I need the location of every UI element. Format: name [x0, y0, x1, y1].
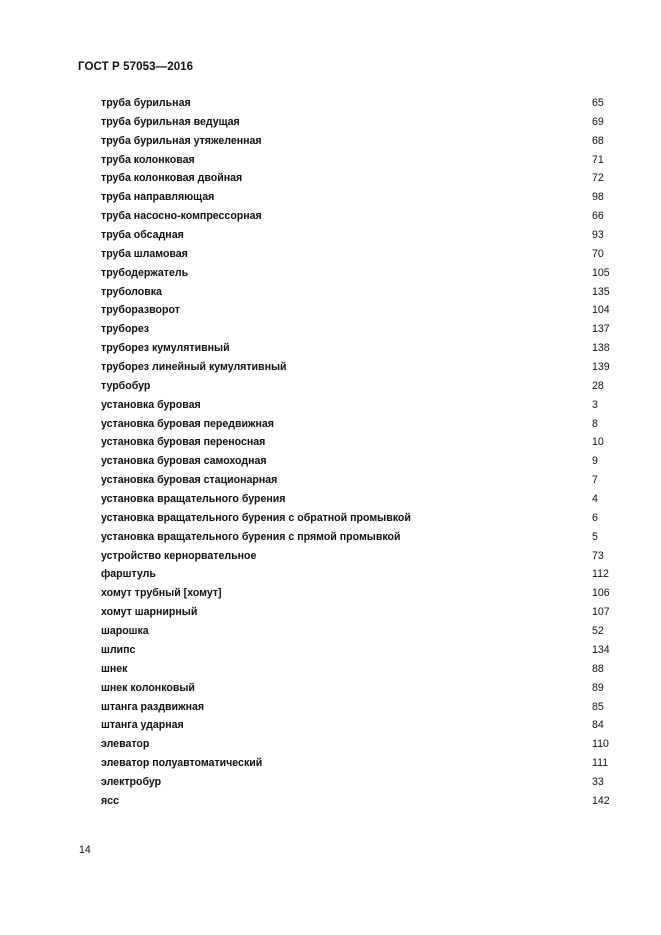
- index-page-number: 6: [592, 511, 598, 524]
- index-entry: [0, 151, 661, 170]
- index-term: труборез линейный кумулятивный: [101, 361, 287, 374]
- index-page-number: 105: [592, 266, 610, 279]
- index-entry: [0, 132, 661, 151]
- index-entry: [0, 660, 661, 679]
- index-term: труборез: [101, 323, 150, 336]
- index-page-number: 73: [592, 549, 604, 562]
- index-term: штанга ударная: [101, 719, 184, 732]
- index-term: хомут трубный [хомут]: [101, 587, 222, 600]
- index-entry: [0, 320, 661, 339]
- index-entry: [0, 735, 661, 754]
- index-page-number: 93: [592, 229, 604, 242]
- index-entry: [0, 547, 661, 566]
- index-entry: [0, 226, 661, 245]
- index-entry: [0, 792, 661, 811]
- index-term: элеватор полуавтоматический: [101, 757, 263, 770]
- index-page-number: 135: [592, 285, 610, 298]
- index-entry: [0, 698, 661, 717]
- index-page-number: 106: [592, 587, 610, 600]
- index-term: труболовка: [101, 285, 162, 298]
- index-term: труба бурильная: [101, 97, 191, 109]
- document-header: ГОСТ Р 57053—2016: [78, 61, 194, 73]
- index-term: труба шламовая: [101, 247, 188, 260]
- index-term: шнек колонковый: [101, 681, 195, 694]
- index-entry: [0, 415, 661, 434]
- index-page-number: 65: [592, 97, 604, 109]
- index-term: ясс: [101, 794, 119, 807]
- index-page-number: 111: [592, 757, 609, 770]
- index-page-number: 7: [592, 474, 598, 487]
- index-entry: [0, 169, 661, 188]
- index-entry: [0, 603, 661, 622]
- index-entry: [0, 773, 661, 792]
- index-page-number: 71: [592, 153, 604, 166]
- index-page-number: 28: [592, 379, 604, 392]
- index-term: труба направляющая: [101, 191, 215, 204]
- index-term: труборез кумулятивный: [101, 342, 230, 355]
- index-page-number: 66: [592, 210, 604, 223]
- index-entry: [0, 301, 661, 320]
- index-entry: [0, 754, 661, 773]
- index-term: установка буровая самоходная: [101, 455, 267, 468]
- index-page-number: 10: [592, 436, 604, 449]
- index-term: установка буровая переносная: [101, 436, 266, 449]
- index-entry: [0, 264, 661, 283]
- index-entry: [0, 245, 661, 264]
- index-entry: [0, 641, 661, 660]
- index-page-number: 142: [592, 794, 610, 807]
- index-entry: [0, 528, 661, 547]
- index-term: шлипс: [101, 643, 136, 656]
- index-entry: [0, 358, 661, 377]
- index-term: труба колонковая двойная: [101, 172, 243, 185]
- index-entry: [0, 471, 661, 490]
- index-page-number: 84: [592, 719, 604, 732]
- index-page-number: 107: [592, 606, 610, 619]
- index-term: фарштуль: [101, 568, 156, 581]
- term-index-list: [0, 94, 661, 811]
- index-page-number: 98: [592, 191, 604, 204]
- index-page-number: 33: [592, 775, 604, 788]
- index-page-number: 8: [592, 417, 598, 430]
- index-page-number: 68: [592, 134, 604, 147]
- index-page-number: 104: [592, 304, 610, 317]
- index-term: хомут шарнирный: [101, 606, 198, 619]
- index-term: установка буровая: [101, 398, 201, 411]
- index-page-number: 3: [592, 398, 598, 411]
- index-page-number: 52: [592, 625, 604, 638]
- index-page-number: 134: [592, 643, 610, 656]
- index-term: шарошка: [101, 625, 149, 638]
- index-entry: [0, 283, 661, 302]
- index-page-number: 137: [592, 323, 610, 336]
- index-entry: [0, 452, 661, 471]
- index-entry: [0, 207, 661, 226]
- index-term: установка буровая стационарная: [101, 474, 278, 487]
- index-entry: [0, 565, 661, 584]
- index-entry: [0, 94, 661, 113]
- index-page-number: 72: [592, 172, 604, 185]
- index-entry: [0, 339, 661, 358]
- index-entry: [0, 433, 661, 452]
- page-number: 14: [79, 844, 91, 856]
- index-term: трубодержатель: [101, 266, 189, 279]
- index-term: штанга раздвижная: [101, 700, 205, 713]
- index-entry: [0, 679, 661, 698]
- index-entry: [0, 377, 661, 396]
- index-page-number: 112: [592, 568, 609, 581]
- index-term: турбобур: [101, 379, 151, 392]
- index-term: установка вращательного бурения с обратной промывкой: [101, 511, 411, 524]
- index-page-number: 85: [592, 700, 604, 713]
- index-page-number: 89: [592, 681, 604, 694]
- index-entry: [0, 509, 661, 528]
- index-term: труборазворот: [101, 304, 180, 317]
- index-term: труба обсадная: [101, 229, 184, 242]
- index-term: труба бурильная ведущая: [101, 115, 240, 128]
- index-entry: [0, 113, 661, 132]
- index-entry: [0, 490, 661, 509]
- index-term: элеватор: [101, 738, 150, 751]
- index-term: труба насосно-компрессорная: [101, 210, 262, 223]
- index-page-number: 110: [592, 738, 609, 751]
- index-term: шнек: [101, 662, 128, 675]
- index-entry: [0, 396, 661, 415]
- index-term: труба колонковая: [101, 153, 195, 166]
- index-page-number: 9: [592, 455, 598, 468]
- index-page-number: 69: [592, 115, 604, 128]
- index-page-number: 138: [592, 342, 610, 355]
- index-page-number: 139: [592, 361, 610, 374]
- index-page-number: 5: [592, 530, 598, 543]
- index-term: устройство кернорвательное: [101, 549, 257, 562]
- index-term: труба бурильная утяжеленная: [101, 134, 262, 147]
- index-term: установка буровая передвижная: [101, 417, 274, 430]
- index-page-number: 88: [592, 662, 604, 675]
- index-page-number: 4: [592, 493, 598, 506]
- index-term: установка вращательного бурения с прямой промывкой: [101, 530, 401, 543]
- index-page-number: 70: [592, 247, 604, 260]
- index-entry: [0, 622, 661, 641]
- index-term: электробур: [101, 775, 162, 788]
- index-entry: [0, 584, 661, 603]
- index-entry: [0, 188, 661, 207]
- index-term: установка вращательного бурения: [101, 493, 286, 506]
- index-entry: [0, 716, 661, 735]
